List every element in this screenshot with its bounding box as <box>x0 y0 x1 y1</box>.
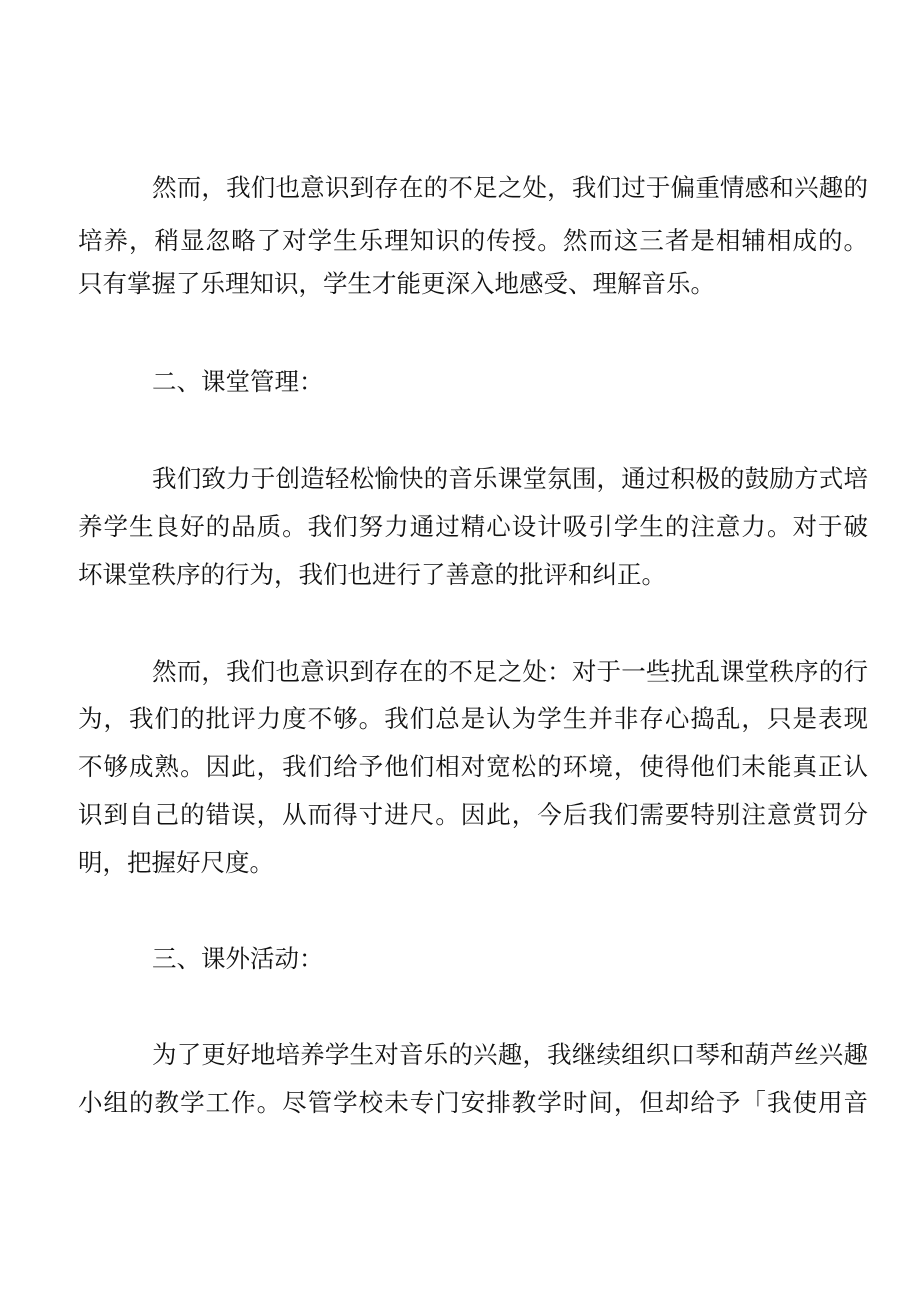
paragraph-line: 然而，我们也意识到存在的不足之处：对于一些扰乱课堂秩序的行 <box>152 657 868 686</box>
paragraph-line: 识到自己的错误，从而得寸进尺。因此，今后我们需要特别注意赏罚分 <box>78 800 868 829</box>
section-heading-extracurricular: 三、课外活动： <box>152 944 324 973</box>
paragraph-line: 明，把握好尺度。 <box>78 848 274 877</box>
paragraph-line: 然而，我们也意识到存在的不足之处，我们过于偏重情感和兴趣的 <box>152 173 868 202</box>
section-heading-classroom-management: 二、课堂管理： <box>152 367 324 396</box>
paragraph-line: 坏课堂秩序的行为，我们也进行了善意的批评和纠正。 <box>78 560 666 589</box>
paragraph-line: 培养，稍显忽略了对学生乐理知识的传授。然而这三者是相辅相成的。 <box>78 226 868 255</box>
paragraph-line: 小组的教学工作。尽管学校未专门安排教学时间，但却给予「我使用音 <box>78 1088 868 1117</box>
paragraph-line: 我们致力于创造轻松愉快的音乐课堂氛围，通过积极的鼓励方式培 <box>152 464 868 493</box>
paragraph-line: 只有掌握了乐理知识，学生才能更深入地感受、理解音乐。 <box>78 269 715 298</box>
paragraph-line: 养学生良好的品质。我们努力通过精心设计吸引学生的注意力。对于破 <box>78 512 868 541</box>
paragraph-line: 为，我们的批评力度不够。我们总是认为学生并非存心捣乱，只是表现 <box>78 704 868 733</box>
paragraph-line: 为了更好地培养学生对音乐的兴趣，我继续组织口琴和葫芦丝兴趣 <box>152 1040 868 1069</box>
paragraph-line: 不够成熟。因此，我们给予他们相对宽松的环境，使得他们未能真正认 <box>78 752 868 781</box>
